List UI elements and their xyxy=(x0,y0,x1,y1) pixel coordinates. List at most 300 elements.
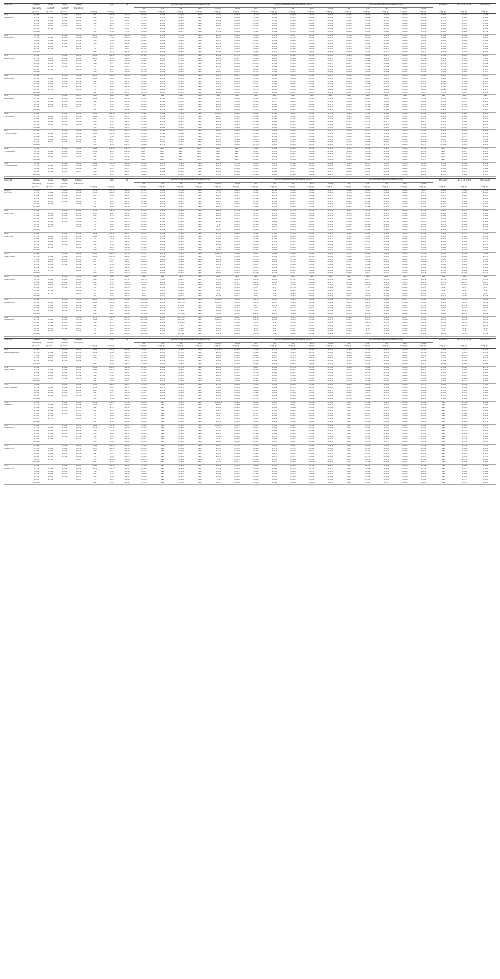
cell-value: 0.29 xyxy=(420,322,427,324)
cell-value: 0.80 xyxy=(290,57,296,60)
cell-value: 0.06 xyxy=(309,195,315,197)
cell-value: 0.07 xyxy=(75,458,82,461)
cell-value: 0.10 xyxy=(346,88,352,91)
cell-value: NA xyxy=(190,465,209,468)
cell-value: 0.13 xyxy=(346,327,352,330)
unit-label: mg g⁻¹ xyxy=(321,186,340,189)
density-value: BULK xyxy=(30,421,44,424)
cell-value: 0.46 xyxy=(141,435,147,438)
cell-value: 0.60 xyxy=(290,40,296,42)
cell-value: 5.12 xyxy=(461,351,468,354)
cell-value: 2.50 xyxy=(61,327,68,330)
density-value: 1.40 xyxy=(30,366,44,369)
cell-value: 0.26 xyxy=(228,380,247,383)
cell-value: 28 xyxy=(93,19,97,22)
cell-value: 1.02 xyxy=(284,75,303,78)
cell-value: 1.80 xyxy=(47,430,54,432)
cell-value: 0.20 xyxy=(327,357,333,360)
cell-value: 0.71 xyxy=(377,159,396,162)
cell-value: 0.02 xyxy=(402,168,408,170)
density-value: 2.55 xyxy=(33,88,40,91)
cell-value: 0.88 xyxy=(172,75,191,78)
cell-value: 0.92 xyxy=(383,238,389,241)
cell-value: 0.59 xyxy=(364,226,371,229)
cell-value: NA xyxy=(198,447,202,450)
cell-value: 0.09 xyxy=(327,435,333,438)
density-value: BULK xyxy=(30,272,44,275)
element-header: Fe xyxy=(366,342,370,345)
cell-value: 0.89 xyxy=(340,31,359,34)
cell-value: 7.06 xyxy=(482,57,489,60)
cell-value: 2 xyxy=(94,418,96,420)
cell-value: 0.88 xyxy=(346,60,352,63)
cell-value: 0.10 xyxy=(178,476,184,478)
cell-value: 4.61 xyxy=(475,109,496,112)
cell-value: 4.41 xyxy=(383,281,389,284)
cell-value: 4.59 xyxy=(454,253,475,256)
cell-value: 0.18 xyxy=(234,392,240,395)
cell-value: 0.36 xyxy=(420,404,427,407)
cell-value: 12.8 xyxy=(104,147,119,150)
cell-value: 2.9 xyxy=(109,281,114,284)
cell-value: 0.03 xyxy=(402,255,408,258)
cell-value: 0.27 xyxy=(327,281,333,284)
cell-value: NA xyxy=(198,28,202,30)
cell-value: 12.1 xyxy=(109,235,115,238)
density-value: 1.90 xyxy=(33,195,40,197)
cell-value: 0.19 xyxy=(321,51,340,54)
cell-value: 0.03 xyxy=(402,467,408,470)
cell-value: 11 xyxy=(93,22,97,25)
cell-value: 1.20 xyxy=(461,243,468,246)
cell-value: 1.01 xyxy=(153,363,172,366)
cell-value xyxy=(58,174,72,177)
cell-value: 2.50 xyxy=(47,246,54,249)
cell-value: 0.28 xyxy=(178,40,184,42)
cell-value: 0.02 xyxy=(402,430,408,432)
cell-value: 0.55 xyxy=(178,77,184,80)
cell-value: 1.17 xyxy=(159,386,166,389)
cell-value: 32.9 xyxy=(482,301,489,304)
cell-value: 3.02 xyxy=(461,372,468,374)
cell-value: 0.12 xyxy=(159,310,166,312)
cell-value: 1.22 xyxy=(377,384,396,387)
cell-value: 2.91 xyxy=(246,51,265,54)
cell-value: 0.02 xyxy=(396,51,415,54)
cell-value: 3.81 xyxy=(253,40,259,42)
cell-value: 3.08 xyxy=(246,127,265,130)
cell-value: 0.18 xyxy=(75,45,82,48)
cell-value: 59.4 xyxy=(215,407,222,409)
cell-value: 1.43 xyxy=(440,243,447,246)
cell-value: 1.35 xyxy=(346,235,352,238)
column-header: fraction xyxy=(73,342,84,345)
cell-value: 1.80 xyxy=(47,281,54,284)
cell-value: NA xyxy=(441,430,446,432)
cell-value: 0.07 xyxy=(72,95,86,98)
cell-value: 0.13 xyxy=(420,195,427,197)
cell-value: 5.74 xyxy=(253,13,259,17)
cell-value: 0.08 xyxy=(420,435,427,438)
cell-value: 0.30 xyxy=(141,395,147,397)
cell-value: 0.01 xyxy=(402,25,408,28)
unit-label: mg g⁻¹ xyxy=(284,11,303,14)
cell-value: 25 xyxy=(93,432,97,435)
cell-value: 2.12 xyxy=(178,330,184,333)
cell-value: NA xyxy=(198,226,202,229)
cell-value: 0.76 xyxy=(271,264,278,266)
cell-value: 2.50 xyxy=(47,28,54,30)
cell-value: 1.14 xyxy=(364,68,371,71)
cell-value: 2.25 xyxy=(47,243,54,246)
cell-value: 4.43 xyxy=(433,31,454,34)
cell-value: 0.46 xyxy=(153,229,172,232)
cell-value: 2.58 xyxy=(271,189,278,192)
cell-value: 6.6 xyxy=(216,88,221,91)
cell-value: 1.09 xyxy=(383,235,389,238)
cell-value: NA xyxy=(160,438,165,441)
cell-value: 0.5 xyxy=(109,266,114,269)
cell-value: 2.00 xyxy=(47,218,54,220)
cell-value: 3.91 xyxy=(461,447,468,450)
cell-value: 2.27 xyxy=(461,170,468,173)
cell-value: 4.54 xyxy=(454,384,475,387)
density-value: 1.70 xyxy=(33,57,40,60)
cell-value: 0.29 xyxy=(159,200,166,203)
cell-value: 3.64 xyxy=(358,482,377,485)
cell-value: 19.1 xyxy=(364,301,371,304)
cell-value: 0.15 xyxy=(75,351,82,354)
cell-value: 0.20 xyxy=(75,60,82,63)
cell-value: 4.35 xyxy=(461,13,468,17)
cell-value: 1.40 xyxy=(364,200,371,203)
unit-label: mg g⁻¹ xyxy=(414,186,433,189)
cell-value: 0.86 xyxy=(271,106,278,109)
cell-value: 0.01 xyxy=(309,478,315,481)
cell-value: 5 xyxy=(94,246,96,249)
cell-value: 176 xyxy=(92,427,98,430)
cell-value: 1.80 xyxy=(61,17,68,19)
cell-value: NA xyxy=(198,121,202,123)
cell-value: 0.40 xyxy=(178,238,184,241)
cell-value: 0.00 xyxy=(402,243,408,246)
cell-value: 104 xyxy=(92,77,98,80)
cell-value: 1.80 xyxy=(47,450,54,453)
cell-value: 0.08 xyxy=(309,278,315,281)
cell-value: 0.17 xyxy=(75,327,82,330)
cell-value: 38 xyxy=(86,398,105,401)
group-header-dc: Dithionite-extractable (DC) xyxy=(340,338,433,342)
cell-value: 0.09 xyxy=(178,220,184,223)
cell-value: 3.38 xyxy=(159,284,166,287)
cell-value: 0.24 xyxy=(178,409,184,412)
cell-value: 2.25 xyxy=(47,435,54,438)
cell-value: 0.73 xyxy=(340,299,359,302)
density-value: 2.35 xyxy=(33,220,40,223)
cell-value: NA xyxy=(209,95,228,98)
cell-value: 0.67 xyxy=(271,455,278,458)
cell-value: 1.60 xyxy=(47,404,54,407)
cell-value: 2.50 xyxy=(61,200,68,203)
cell-value: 1.64 xyxy=(482,220,489,223)
cell-value: 0.25 xyxy=(346,106,352,109)
cell-value: 0.17 xyxy=(234,218,240,220)
cell-value: 0.42 xyxy=(290,83,296,86)
cell-value: 0.23 xyxy=(383,478,389,481)
cell-value: NA xyxy=(441,418,446,420)
cell-value: 0.02 xyxy=(309,360,315,362)
element-header: Mn xyxy=(309,182,314,185)
cell-value: 3.12 xyxy=(271,37,278,40)
cell-value: 0.23 xyxy=(420,238,427,241)
cell-value: 2.57 xyxy=(253,195,259,197)
site-name: KWT-2A3 xyxy=(4,255,15,258)
density-value: 2.35 xyxy=(33,287,40,289)
cell-value: 0.63 xyxy=(159,80,166,83)
cell-value: 0.55 xyxy=(290,450,296,453)
cell-value: 1.81 xyxy=(346,287,352,289)
cell-value: 51.6 xyxy=(215,470,222,473)
cell-value: 0.02 xyxy=(396,127,415,130)
cell-value: 0.30 xyxy=(172,174,191,177)
cell-value: NA xyxy=(190,398,209,401)
cell-value: 4.66 xyxy=(364,389,371,392)
cell-value: 0.03 xyxy=(402,307,408,310)
cell-value: 6.20 xyxy=(358,384,377,387)
cell-value: 0.29 xyxy=(420,354,427,357)
element-header: Al xyxy=(142,342,145,345)
cell-value: 0.13 xyxy=(420,218,427,220)
cell-value: 0.16 xyxy=(141,223,147,226)
cell-value: 0.12 xyxy=(309,404,315,407)
cell-value: 0.21 xyxy=(383,458,389,461)
cell-value: 1.80 xyxy=(47,258,54,261)
cell-value: 0.21 xyxy=(234,357,240,360)
cell-value: NA xyxy=(198,77,202,80)
cell-value: 0.15 xyxy=(141,48,147,51)
cell-value: 17 xyxy=(86,295,105,298)
cell-value: 0.02 xyxy=(402,192,408,195)
cell-value: 1.25 xyxy=(153,209,172,212)
cell-value: 0.3 xyxy=(109,330,114,333)
cell-value: 2.52 xyxy=(271,40,278,42)
cell-value: 10.6 xyxy=(124,63,130,65)
cell-value: 6.09 xyxy=(159,281,166,284)
cell-value: 0.11 xyxy=(75,330,82,333)
cell-value: 0.06 xyxy=(402,278,408,281)
cell-value: 0.40 xyxy=(290,409,296,412)
cell-value: 0.24 xyxy=(75,470,82,473)
cell-value: NA xyxy=(198,392,202,395)
density-value: 1.70 xyxy=(33,115,40,118)
cell-value xyxy=(72,174,86,177)
cell-value: 12.5 xyxy=(124,83,130,86)
cell-value: 2.3 xyxy=(104,51,119,54)
density-value: BULK xyxy=(30,31,44,34)
cell-value: BD xyxy=(347,409,351,412)
cell-value: 15.8 xyxy=(271,281,278,284)
cell-value: 1.80 xyxy=(47,215,54,218)
cell-value: 97.5 xyxy=(209,232,228,235)
cell-value: NA xyxy=(396,276,415,279)
cell-value: 0.33 xyxy=(253,226,259,229)
cell-value: 0.01 xyxy=(309,289,315,292)
cell-value: 2.79 xyxy=(134,130,153,133)
cell-value: 2.30 xyxy=(461,103,468,106)
cell-value: 0.4 xyxy=(109,88,114,91)
cell-value: 0.34 xyxy=(327,278,333,281)
cell-value: 0.09 xyxy=(178,455,184,458)
cell-value: 0.03 xyxy=(402,427,408,430)
cell-value: 0.19 xyxy=(178,473,184,476)
cell-value: 13.6 xyxy=(358,313,377,316)
cell-value: 75.1 xyxy=(215,255,222,258)
cell-value: 0.04 xyxy=(302,229,321,232)
cell-value: 0.09 xyxy=(159,269,166,272)
cell-value: 1.10 xyxy=(141,357,147,360)
cell-value: 0.22 xyxy=(228,249,247,252)
cell-value: 1.3 xyxy=(109,357,114,360)
cell-value: 0.79 xyxy=(290,150,296,153)
cell-value: 12.6 xyxy=(119,51,134,54)
cell-value: NA* xyxy=(228,147,247,150)
cell-value: 2.25 xyxy=(61,83,68,86)
cell-value: 1.65 xyxy=(153,54,172,57)
cell-value: 1.82 xyxy=(141,165,147,168)
cell-value: 1.68 xyxy=(340,112,359,115)
cell-value: 0.39 xyxy=(178,168,184,170)
cell-value: 0.12 xyxy=(302,34,321,37)
cell-value: 1.97 xyxy=(265,51,284,54)
density-value: 1.70 xyxy=(33,150,40,153)
cell-value: 3.1 xyxy=(109,153,114,156)
density-value: BULK xyxy=(30,109,44,112)
cell-value: 2.00 xyxy=(61,19,68,22)
density-value: 2.35 xyxy=(33,377,40,380)
column-header: OC xyxy=(104,338,119,342)
soil-id: N-3 xyxy=(4,253,30,256)
cell-value: 1.46 xyxy=(271,170,278,173)
cell-value: 0.74 xyxy=(153,144,172,147)
density-value: 2.11 xyxy=(33,261,40,264)
cell-value: 50.2 xyxy=(215,389,222,392)
cell-value: 0.65 xyxy=(284,363,303,366)
cell-value: 86.0 xyxy=(209,366,228,369)
cell-value: 0.66 xyxy=(383,156,389,158)
cell-value: 1.32 xyxy=(377,424,396,427)
cell-value: NA xyxy=(414,95,433,98)
cell-value: 0.02 xyxy=(402,189,408,192)
cell-value: 2.00 xyxy=(61,281,68,284)
cell-value: 0.73 xyxy=(290,386,296,389)
cell-value: 1.60 xyxy=(47,133,54,135)
cell-value: 2.90 xyxy=(271,235,278,238)
cell-value: 2.71 xyxy=(290,278,296,281)
cell-value: 28 xyxy=(86,272,105,275)
cell-value: 0.63 xyxy=(290,168,296,170)
cell-value: 0.45 xyxy=(178,118,184,121)
unit-label: mg g⁻¹ xyxy=(340,345,359,348)
cell-value: 1.09 xyxy=(461,377,468,380)
cell-value: 2.7 xyxy=(109,322,114,324)
cell-value: 0.75 xyxy=(383,409,389,412)
cell-value: 0.05 xyxy=(420,415,427,418)
cell-value: 1.05 xyxy=(159,369,166,372)
cell-value: 2.56 xyxy=(271,135,278,138)
cell-value: 0.19 xyxy=(75,135,82,138)
cell-value: 0.08 xyxy=(309,153,315,156)
cell-value: 0.04 xyxy=(420,458,427,461)
cell-value: 0.00 xyxy=(402,68,408,71)
cell-value: 5.51 xyxy=(253,404,259,407)
cell-value: 1.07 xyxy=(364,48,371,51)
cell-value: 0.64 xyxy=(383,261,389,264)
cell-value: 0.13 xyxy=(302,147,321,150)
cell-value: 0.27 xyxy=(327,189,333,192)
cell-value: 0.16 xyxy=(290,377,296,380)
cell-value: 5.86 xyxy=(482,153,489,156)
cell-value: 0.08 xyxy=(327,287,333,289)
cell-value: 0.40 xyxy=(414,162,433,165)
cell-value: 0.79 xyxy=(172,366,191,369)
cell-value: 1.07 xyxy=(346,289,352,292)
cell-value: 0.71 xyxy=(290,447,296,450)
cell-value: 4.70 xyxy=(461,19,468,22)
cell-value: 0.69 xyxy=(153,51,172,54)
cell-value: 0.84 xyxy=(271,65,278,68)
cell-value: 48.7 xyxy=(215,168,222,170)
cell-value: 1.80 xyxy=(61,467,68,470)
cell-value: 8.29 xyxy=(475,130,496,133)
cell-value: 1.28 xyxy=(383,77,389,80)
cell-value: 0.93 xyxy=(290,351,296,354)
cell-value: 3.37 xyxy=(454,109,475,112)
cell-value: 0.80 xyxy=(153,316,172,319)
cell-value: 5.06 xyxy=(253,165,259,168)
cell-value: 1.71 xyxy=(461,25,468,28)
cell-value: 2.87 xyxy=(271,354,278,357)
cell-value: 2.25 xyxy=(47,65,54,68)
cell-value: 0.15 xyxy=(420,432,427,435)
density-value: 2.55 xyxy=(33,266,40,269)
cell-value: 0.22 xyxy=(75,141,82,144)
cell-value: 0.07 xyxy=(178,65,184,68)
cell-value: 12.6 xyxy=(124,473,130,476)
cell-value: 0.92 xyxy=(253,377,259,380)
soil-id-header: Soil ID xyxy=(4,179,30,183)
cell-value: 4.05 xyxy=(461,407,468,409)
cell-value: 0.43 xyxy=(271,246,278,249)
cell-value: 49 xyxy=(93,100,97,103)
cell-value: 1.6 xyxy=(104,92,119,95)
cell-value: 0.88 xyxy=(440,266,447,269)
cell-value: 1.60 xyxy=(58,316,72,319)
cell-value: 4.25 xyxy=(134,401,153,404)
cell-value: 2.25 xyxy=(61,432,68,435)
cell-value: 26.08 xyxy=(134,316,153,319)
cell-value: 1.26 xyxy=(153,366,172,369)
cell-value: NA xyxy=(160,473,165,476)
cell-value: 0.17 xyxy=(414,144,433,147)
cell-value: 45 xyxy=(93,40,97,42)
cell-value: 1.60 xyxy=(61,348,68,351)
cell-value: 0.05 xyxy=(178,418,184,420)
cell-value: 1.41 xyxy=(153,384,172,387)
cell-value: 5.62 xyxy=(364,17,371,19)
cell-value: 1.80 xyxy=(364,395,371,397)
unit-label: mg g⁻¹ xyxy=(104,345,119,348)
cell-value: 1.24 xyxy=(141,168,147,170)
